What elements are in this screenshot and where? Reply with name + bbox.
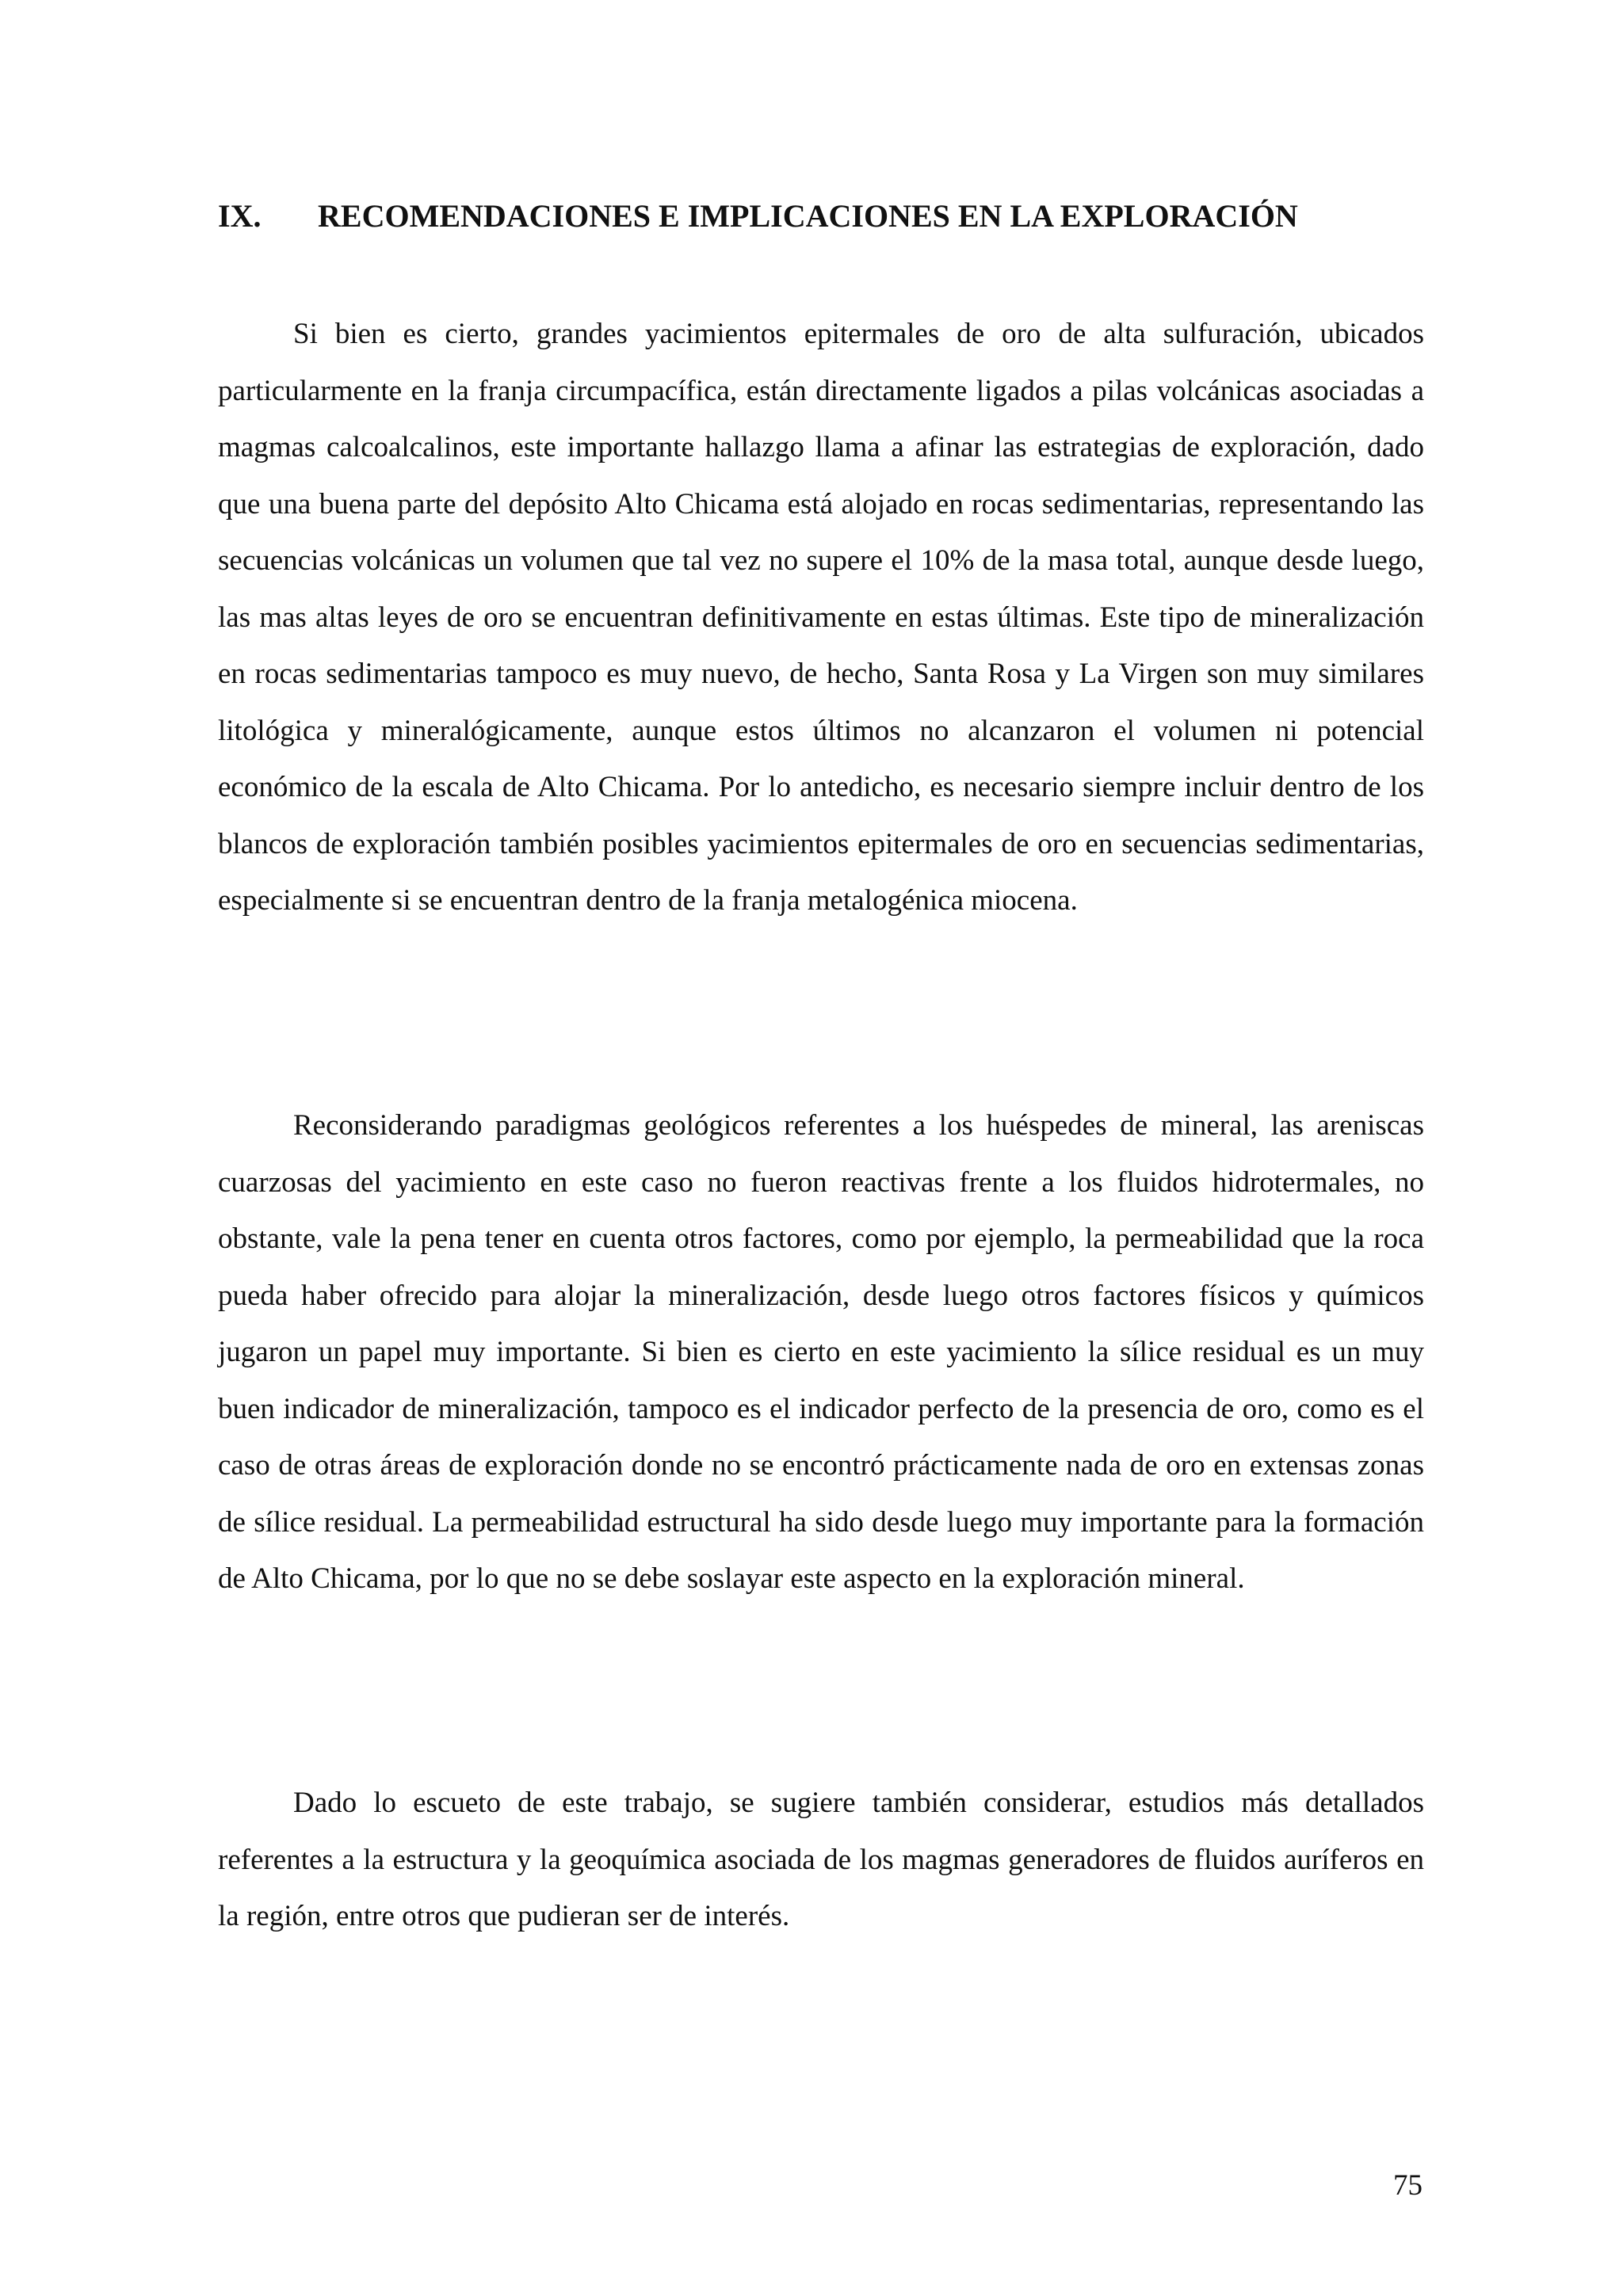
paragraph: Reconsiderando paradigmas geológicos referentes a los huéspedes de mineral, las areniscas cuarzosas del yacimiento en este caso no fueron reactivas frente a los fluidos hidrotermales, no obstante, vale la pena tener en cuenta otros factores, como por ejemplo, la permeabilidad que la roca pueda haber ofrecido para alojar la mineralización, desde luego otros factores físicos y químicos jugaron un papel muy importante. Si bien es cierto en este yacimiento la sílice residual es un muy buen indicador de mineralización, tampoco es el indicador perfecto de la presencia de oro, como es el caso de otras áreas de exploración donde no se encontró prácticamente nada de oro en extensas zonas de sílice residual. La permeabilidad estructural ha sido desde luego muy importante para la formación de Alto Chicama, por lo que no se debe soslayar este aspecto en la exploración mineral.	[218, 1109, 1424, 1595]
section-heading	[218, 193, 1423, 240]
page-number: 75	[1393, 2169, 1423, 2202]
paragraph: Si bien es cierto, grandes yacimientos epitermales de oro de alta sulfuración, ubicados particularmente en la franja circumpacífica, están directamente ligados a pilas volcánicas asociadas a magmas calcoalcalinos, este importante hallazgo llama a afinar las estrategias de exploración, dado que una buena parte del depósito Alto Chicama está alojado en rocas sedimentarias, representando las secuencias volcánicas un volumen que tal vez no supere el 10% de la masa total, aunque desde luego, las mas altas leyes de oro se encuentran definitivamente en estas últimas. Este tipo de mineralización en rocas sedimentarias tampoco es muy nuevo, de hecho, Santa Rosa y La Virgen son muy similares litológica y mineralógicamente, aunque estos últimos no alcanzaron el volumen ni potencial económico de la escala de Alto Chicama. Por lo antedicho, es necesario siempre incluir dentro de los blancos de exploración también posibles yacimientos epitermales de oro en secuencias sedimentarias, especialmente si se encuentran dentro de la franja metalogénica miocena.	[218, 318, 1424, 917]
section-number: IX.	[218, 198, 262, 234]
paragraph: Dado lo escueto de este trabajo, se sugiere también considerar, estudios más detallados referentes a la estructura y la geoquímica asociada de los magmas generadores de fluidos auríferos en la región, entre otros que pudieran ser de interés.	[218, 1787, 1424, 1932]
section-title: RECOMENDACIONES E IMPLICACIONES EN LA EXPLORACIÓN	[318, 198, 1298, 234]
